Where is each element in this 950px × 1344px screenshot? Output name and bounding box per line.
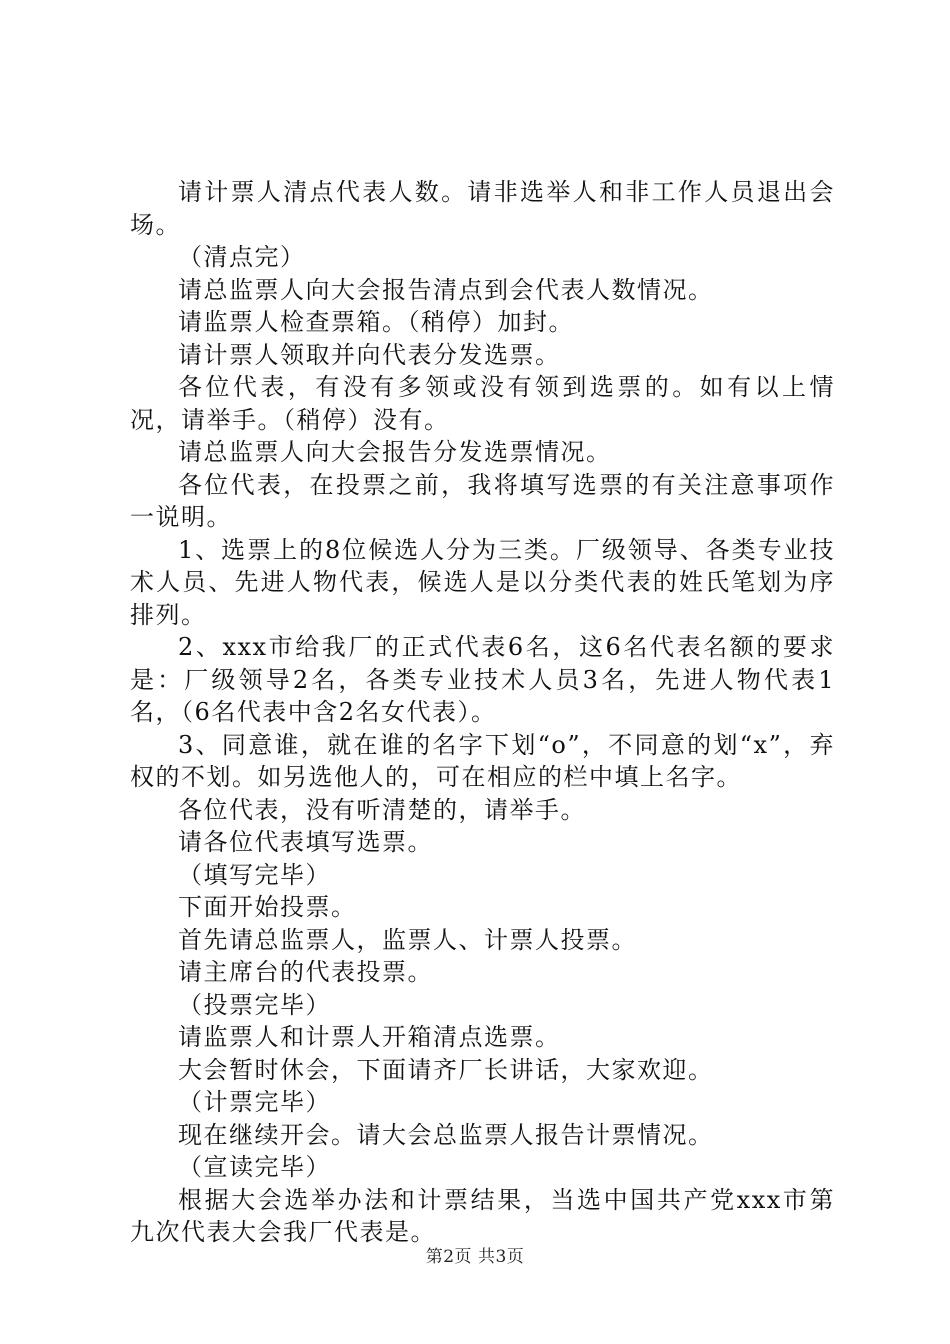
page-number-label: 第2页 共3页 [425,1247,525,1267]
paragraph: （填写完毕） [178,860,331,889]
document-body [130,176,835,1249]
paragraph: 2、xxx市给我厂的正式代表6名，这6名代表名额的要求是：厂级领导2名，各类专业技术人员3名，先进人物代表1名，（6名代表中含2名女代表）。 [130,633,835,726]
paragraph: 现在继续开会。请大会总监票人报告计票情况。 [178,1120,714,1149]
paragraph: 各位代表，没有听清楚的，请举手。 [178,795,586,824]
paragraph: 请主席台的代表投票。 [178,958,433,986]
paragraph: 3、同意谁，就在谁的名字下划“o”，不同意的划“x”，弃权的不划。如另选他人的，可在相应的栏中填上名字。 [130,730,835,791]
paragraph: （计票完毕） [178,1088,331,1116]
paragraph: （宣读完毕） [178,1153,331,1181]
paragraph: 请计票人清点代表人数。请非选举人和非工作人员退出会场。 [130,178,835,239]
paragraph: 下面开始投票。 [178,893,357,921]
paragraph: （清点完） [178,243,306,271]
paragraph: 请监票人和计票人开箱清点选票。 [178,1023,561,1051]
paragraph: 请总监票人向大会报告清点到会代表人数情况。 [178,275,714,304]
paragraph: （投票完毕） [178,990,331,1019]
paragraph: 大会暂时休会，下面请齐厂长讲话，大家欢迎。 [178,1055,714,1084]
paragraph: 各位代表，在投票之前，我将填写选票的有关注意事项作一说明。 [130,470,835,531]
paragraph: 请计票人领取并向代表分发选票。 [178,340,561,369]
paragraph: 根据大会选举办法和计票结果，当选中国共产党xxx市第九次代表大会我厂代表是。 [130,1185,835,1246]
paragraph: 请总监票人向大会报告分发选票情况。 [178,438,612,466]
paragraph: 首先请总监票人，监票人、计票人投票。 [178,925,637,954]
paragraph: 1、选票上的8位候选人分为三类。厂级领导、各类专业技术人员、先进人物代表，候选人是以分类代表的姓氏笔划为序排列。 [130,535,835,629]
paragraph: 请监票人检查票箱。（稍停）加封。 [178,308,574,336]
paragraph: 请各位代表填写选票。 [178,828,433,856]
page-footer [0,1242,950,1267]
paragraph: 各位代表，有没有多领或没有领到选票的。如有以上情况，请举手。（稍停）没有。 [130,373,835,434]
